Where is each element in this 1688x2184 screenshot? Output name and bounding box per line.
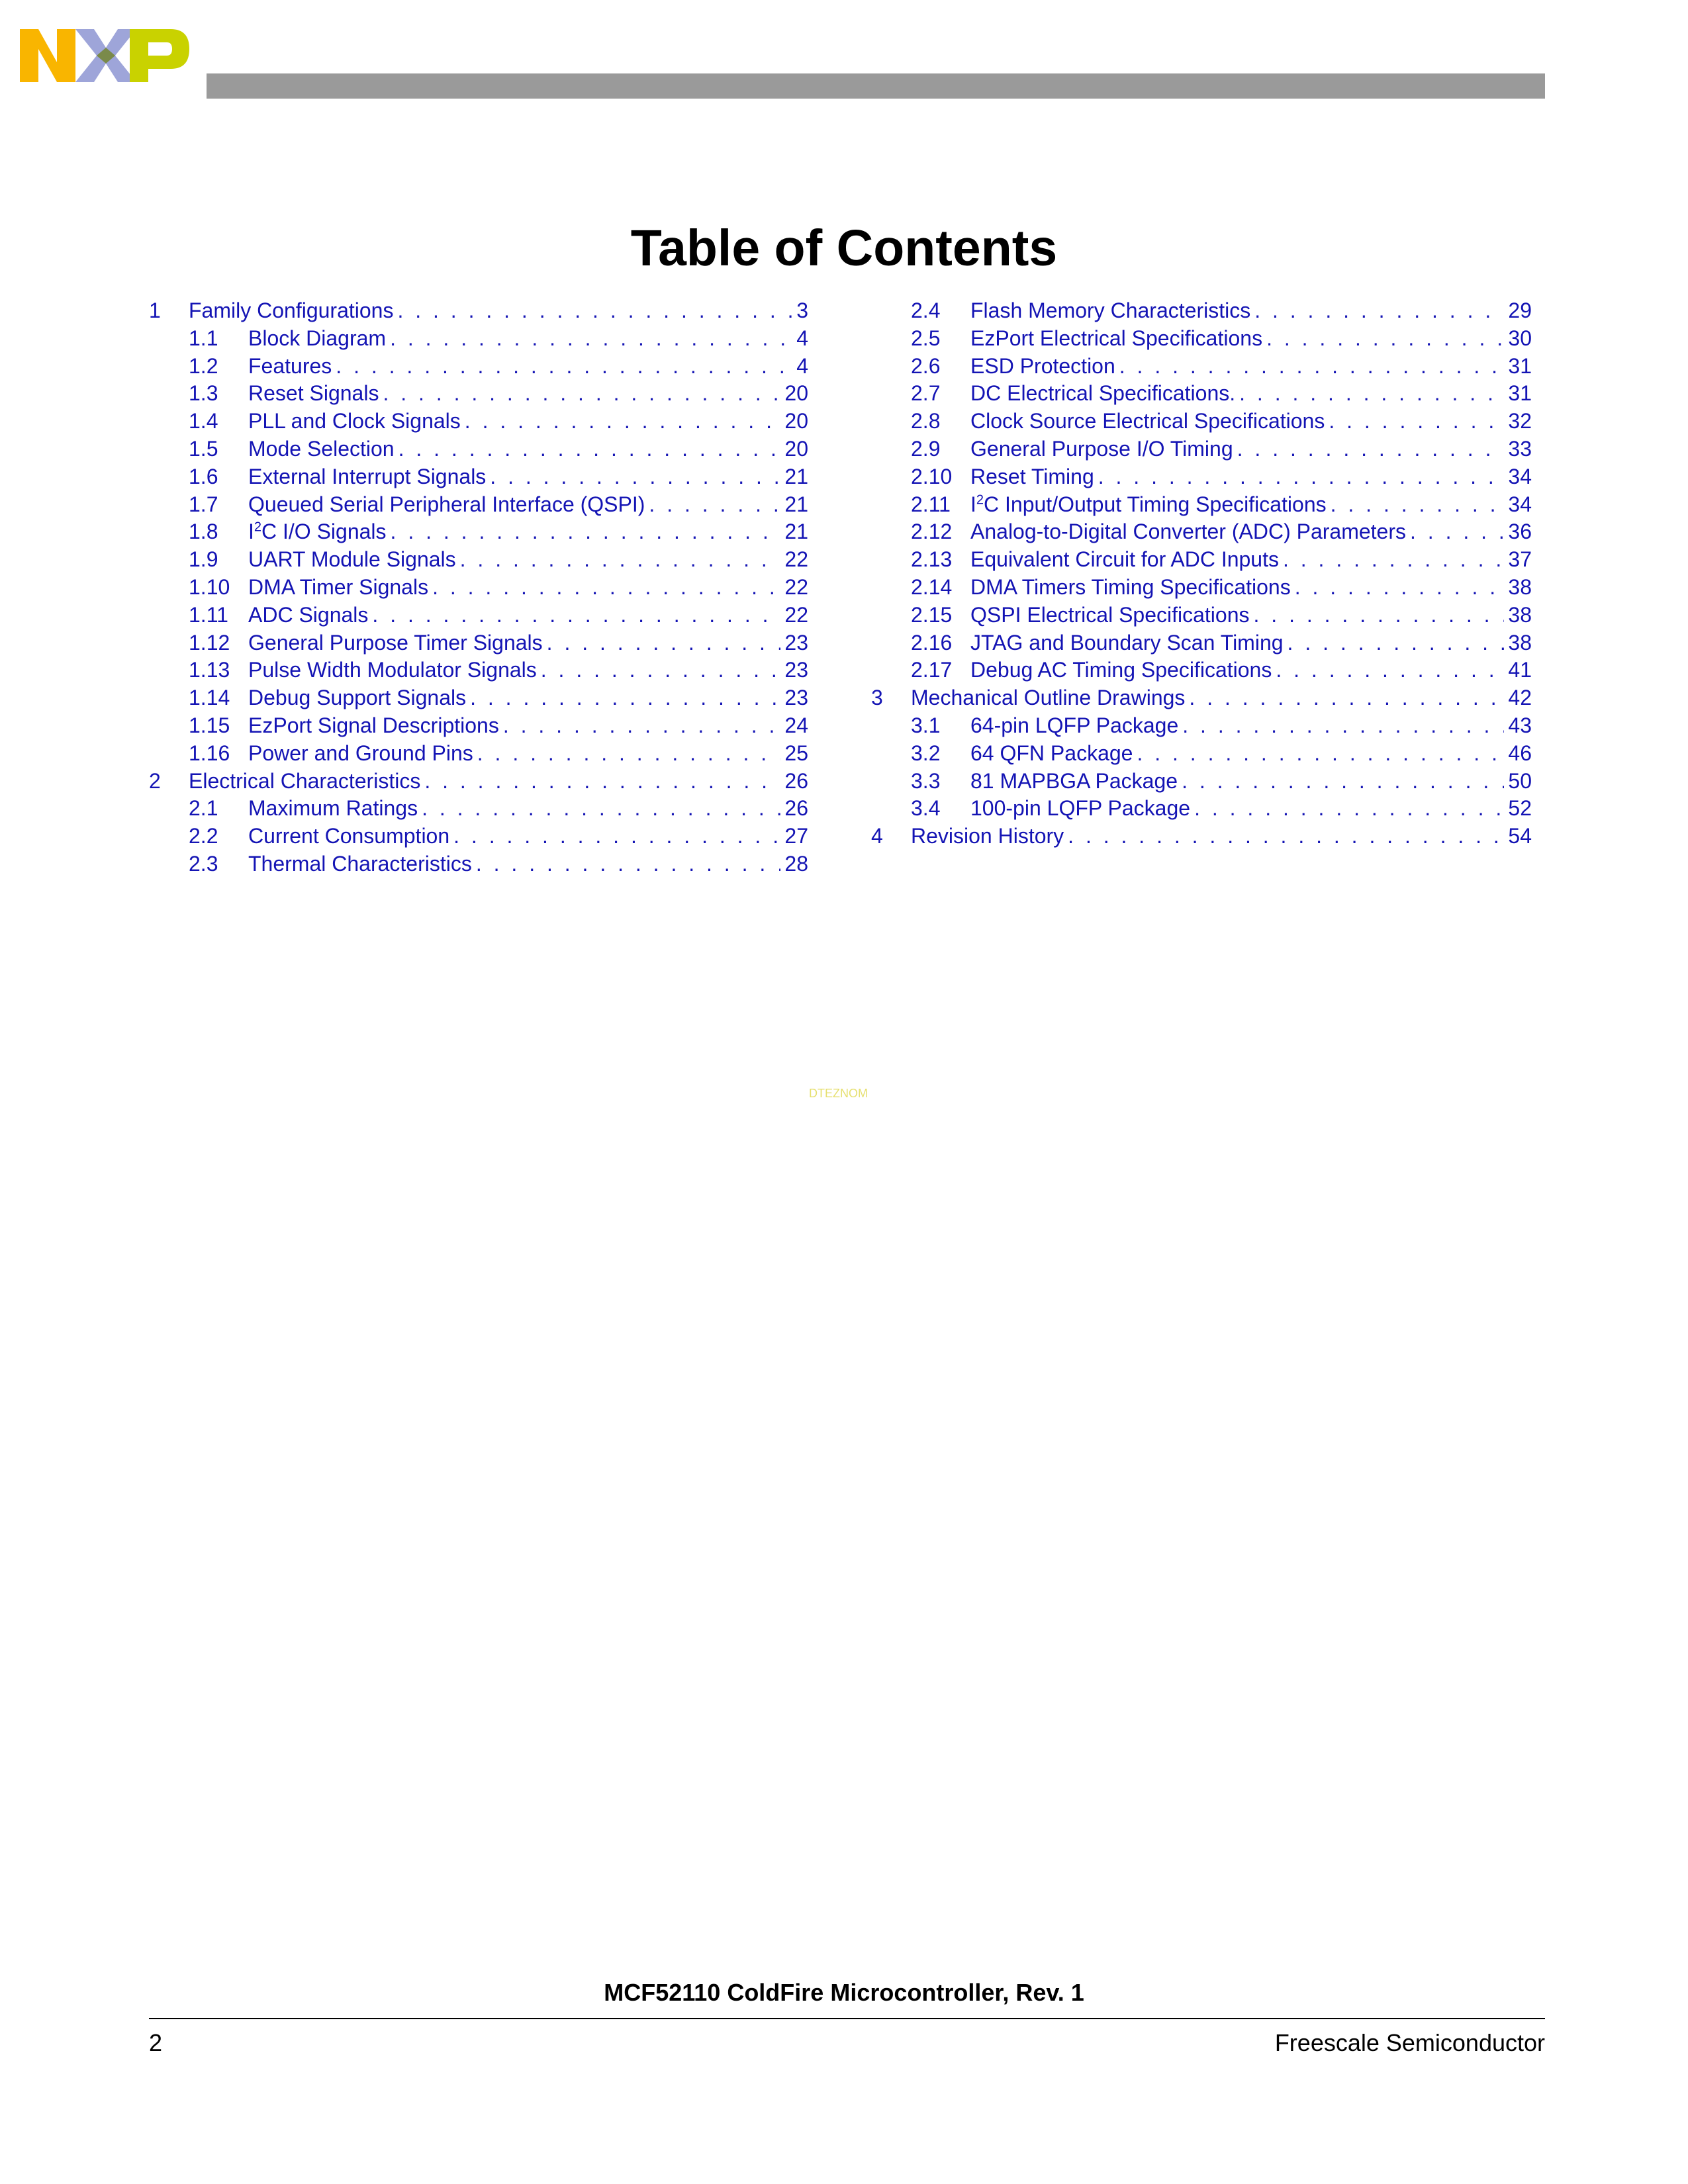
toc-entry-title: Power and Ground Pins	[248, 741, 473, 765]
toc-entry-number: 3.4	[911, 796, 941, 821]
toc-entry-page: 23	[784, 658, 808, 682]
toc-entry[interactable]	[871, 437, 1532, 465]
page-title: Table of Contents	[630, 220, 1058, 277]
footer-company: Freescale Semiconductor	[1274, 2029, 1545, 2056]
toc-entry-number: 2.15	[911, 602, 953, 627]
toc-entry-title: Reset Timing	[970, 464, 1094, 488]
toc-entry-title: DMA Timer Signals	[248, 574, 429, 599]
toc-entry-page: 21	[784, 492, 808, 516]
toc-leader-dots	[383, 381, 780, 406]
toc-entry-title: Block Diagram	[248, 326, 387, 350]
toc-entry-page: 23	[784, 630, 808, 655]
toc-column-left	[149, 298, 808, 880]
toc-leader-dots	[1182, 769, 1504, 794]
toc-entry-page: 21	[784, 520, 808, 544]
toc-entry-number: 1.3	[189, 381, 218, 406]
toc-entry[interactable]	[149, 713, 808, 741]
toc-entry-number: 2.13	[911, 547, 953, 572]
toc-entry-number: 2.12	[911, 520, 953, 544]
toc-entry-number: 4	[871, 824, 883, 848]
toc-entry-page: 38	[1508, 630, 1532, 655]
toc-entry[interactable]	[871, 713, 1532, 741]
toc-entry-number: 2.2	[189, 824, 218, 848]
toc-entry-page: 22	[784, 574, 808, 599]
toc-entry[interactable]	[871, 354, 1532, 382]
toc-entry-number: 2.6	[911, 353, 941, 378]
toc-entry-page: 20	[784, 436, 808, 461]
toc-leader-dots	[1237, 437, 1505, 461]
toc-leader-dots	[453, 824, 780, 848]
toc-leader-dots	[372, 603, 780, 627]
toc-entry-page: 28	[784, 851, 808, 876]
toc-entry-page: 46	[1508, 741, 1532, 765]
header-bar	[207, 73, 1545, 99]
toc-entry-title: JTAG and Boundary Scan Timing	[970, 630, 1284, 655]
toc-entry-page: 4	[796, 326, 808, 350]
toc-entry[interactable]	[871, 465, 1532, 492]
toc-entry-title: Electrical Characteristics	[189, 768, 421, 793]
toc-entry-number: 1.10	[189, 574, 230, 599]
toc-entry[interactable]	[149, 381, 808, 409]
toc-entry-title: External Interrupt Signals	[248, 464, 487, 488]
toc-entry[interactable]	[149, 547, 808, 575]
toc-entry-title: Revision History	[911, 824, 1064, 848]
toc-leader-dots	[1182, 713, 1504, 738]
toc-entry-number: 1.14	[189, 686, 230, 710]
toc-entry-title: Mechanical Outline Drawings	[911, 686, 1186, 710]
toc-entry[interactable]	[149, 409, 808, 437]
toc-entry[interactable]	[871, 520, 1532, 547]
toc-entry-title: ESD Protection	[970, 353, 1115, 378]
toc-entry[interactable]	[871, 686, 1532, 713]
toc-leader-dots	[649, 492, 780, 517]
toc-leader-dots	[424, 769, 780, 794]
toc-entry-title: DMA Timers Timing Specifications	[970, 574, 1291, 599]
toc-entry-number: 2	[149, 768, 161, 793]
toc-entry-number: 1.13	[189, 658, 230, 682]
toc-leader-dots	[422, 796, 780, 821]
toc-entry-page: 38	[1508, 574, 1532, 599]
toc-entry[interactable]	[149, 298, 808, 326]
toc-entry-number: 3.3	[911, 768, 941, 793]
toc-entry[interactable]	[871, 547, 1532, 575]
toc-entry-number: 1.8	[189, 520, 218, 544]
footer-page-number: 2	[149, 2029, 163, 2056]
toc-entry[interactable]	[149, 575, 808, 603]
toc-leader-dots	[541, 658, 781, 682]
toc-leader-dots	[336, 354, 792, 379]
toc-leader-dots	[477, 741, 781, 766]
toc-entry-title: Equivalent Circuit for ADC Inputs	[970, 547, 1279, 572]
toc-entry-page: 50	[1508, 768, 1532, 793]
footer-document-title: MCF52110 ColdFire Microcontroller, Rev. 1	[604, 1979, 1084, 2006]
toc-entry[interactable]	[871, 741, 1532, 769]
toc-entry-page: 22	[784, 602, 808, 627]
toc-entry[interactable]	[149, 492, 808, 520]
toc-entry-page: 20	[784, 409, 808, 433]
toc-entry-page: 32	[1508, 409, 1532, 433]
toc-leader-dots	[390, 326, 792, 351]
toc-entry-title: Family Configurations	[189, 298, 394, 322]
toc-entry-number: 3.2	[911, 741, 941, 765]
toc-leader-dots	[1331, 492, 1505, 517]
toc-entry-title: Mode Selection	[248, 436, 395, 461]
toc-entry-title: $I^2C$ Input/Output Timing Specifications	[970, 492, 1327, 516]
toc-leader-dots	[1068, 824, 1504, 848]
toc-entry-page: 41	[1508, 658, 1532, 682]
toc-entry-title: ADC Signals	[248, 602, 369, 627]
toc-entry[interactable]	[871, 492, 1532, 520]
toc-entry-number: 1.11	[189, 602, 228, 627]
toc-entry-page: 20	[784, 381, 808, 406]
toc-leader-dots	[1254, 603, 1505, 627]
toc-leader-dots	[470, 686, 780, 710]
toc-entry-title: 64 QFN Package	[970, 741, 1133, 765]
toc-entry[interactable]	[149, 354, 808, 382]
toc-entry-title: 64-pin LQFP Package	[970, 713, 1179, 737]
toc-entry-page: 33	[1508, 436, 1532, 461]
toc-entry-title: PLL and Clock Signals	[248, 409, 461, 433]
toc-entry-number: 1.1	[189, 326, 218, 350]
toc-entry-number: 2.7	[911, 381, 941, 406]
toc-entry-title: Debug Support Signals	[248, 686, 467, 710]
toc-entry-title: General Purpose I/O Timing	[970, 436, 1233, 461]
toc-entry-page: 25	[784, 741, 808, 765]
toc-entry-number: 2.9	[911, 436, 941, 461]
toc-entry-title: Features	[248, 353, 332, 378]
toc-entry[interactable]	[871, 298, 1532, 326]
toc-leader-dots	[1283, 547, 1504, 572]
toc-leader-dots	[432, 575, 780, 600]
toc-leader-dots	[1137, 741, 1504, 766]
toc-entry-title: Analog-to-Digital Converter (ADC) Parameters	[970, 520, 1406, 544]
toc-entry-page: 30	[1508, 326, 1532, 350]
toc-entry-page: 29	[1508, 298, 1532, 322]
toc-leader-dots	[476, 852, 781, 876]
toc-entry[interactable]	[149, 520, 808, 547]
watermark: DTEZNOM	[809, 1087, 868, 1100]
toc-entry-page: 31	[1508, 381, 1532, 406]
toc-leader-dots	[1410, 520, 1504, 544]
toc-leader-dots	[1295, 575, 1505, 600]
toc-entry-number: 1	[149, 298, 161, 322]
toc-entry-number: 1.16	[189, 741, 230, 765]
toc-entry-number: 2.5	[911, 326, 941, 350]
toc-entry[interactable]	[149, 741, 808, 769]
toc-entry-page: 43	[1508, 713, 1532, 737]
toc-entry-page: 52	[1508, 796, 1532, 821]
toc-entry-page: 31	[1508, 353, 1532, 378]
toc-entry-page: 26	[784, 768, 808, 793]
toc-entry[interactable]	[149, 631, 808, 659]
toc-entry-page: 26	[784, 796, 808, 821]
toc-leader-dots	[1266, 326, 1504, 351]
toc-leader-dots	[465, 409, 781, 433]
toc-entry-page: 21	[784, 464, 808, 488]
toc-entry-number: 2.16	[911, 630, 953, 655]
toc-leader-dots	[460, 547, 781, 572]
toc-entry-title: Pulse Width Modulator Signals	[248, 658, 537, 682]
toc-entry-page: 27	[784, 824, 808, 848]
toc-entry-number: 2.1	[189, 796, 218, 821]
toc-entry-title: Clock Source Electrical Specifications	[970, 409, 1325, 433]
toc-entry-title: Reset Signals	[248, 381, 379, 406]
toc-entry[interactable]	[871, 575, 1532, 603]
toc-entry-title: Maximum Ratings	[248, 796, 418, 821]
toc-leader-dots	[391, 520, 781, 544]
toc-entry-number: 1.5	[189, 436, 218, 461]
toc-leader-dots	[1288, 631, 1505, 655]
toc-entry-title: General Purpose Timer Signals	[248, 630, 543, 655]
toc-entry-number: 2.10	[911, 464, 953, 488]
toc-entry[interactable]	[149, 769, 808, 797]
footer-divider	[149, 2018, 1545, 2019]
toc-leader-dots	[1329, 409, 1504, 433]
toc-entry[interactable]	[149, 603, 808, 631]
toc-leader-dots	[399, 437, 781, 461]
toc-entry-title: 100-pin LQFP Package	[970, 796, 1191, 821]
toc-entry-number: 2.3	[189, 851, 218, 876]
toc-entry[interactable]	[149, 658, 808, 686]
toc-entry[interactable]	[871, 769, 1532, 797]
toc-entry-page: 42	[1508, 686, 1532, 710]
toc-entry-page: 24	[784, 713, 808, 737]
toc-leader-dots	[503, 713, 781, 738]
toc-leader-dots	[397, 298, 792, 323]
toc-entry-number: 1.4	[189, 409, 218, 433]
toc-entry[interactable]	[149, 796, 808, 824]
toc-entry[interactable]	[871, 603, 1532, 631]
nxp-logo	[20, 24, 189, 87]
toc-leader-dots	[1194, 796, 1504, 821]
toc-entry[interactable]	[871, 824, 1532, 852]
toc-leader-dots	[1098, 465, 1505, 489]
toc-entry-number: 3	[871, 686, 883, 710]
toc-entry-title: Flash Memory Characteristics	[970, 298, 1251, 322]
toc-entry-page: 23	[784, 686, 808, 710]
toc-entry-number: 2.17	[911, 658, 953, 682]
toc-entry-number: 1.2	[189, 353, 218, 378]
toc-entry-page: 34	[1508, 492, 1532, 516]
toc-entry[interactable]	[149, 686, 808, 713]
toc-entry[interactable]	[149, 824, 808, 852]
toc-entry[interactable]	[149, 465, 808, 492]
toc-entry-title: QSPI Electrical Specifications	[970, 602, 1250, 627]
toc-leader-dots	[1254, 298, 1504, 323]
toc-entry[interactable]	[149, 326, 808, 354]
toc-entry-title: 81 MAPBGA Package	[970, 768, 1178, 793]
toc-entry-number: 2.11	[911, 492, 951, 516]
toc-entry[interactable]	[871, 381, 1532, 409]
toc-entry[interactable]	[871, 326, 1532, 354]
toc-leader-dots	[1189, 686, 1504, 710]
toc-column-right	[871, 298, 1532, 852]
toc-leader-dots	[547, 631, 781, 655]
toc-leader-dots	[1239, 381, 1504, 406]
toc-entry-title: Thermal Characteristics	[248, 851, 472, 876]
toc-entry-title: $I^2C$ I/O Signals	[248, 520, 387, 544]
toc-leader-dots	[490, 465, 780, 489]
toc-entry-number: 2.14	[911, 574, 953, 599]
toc-entry-title: Current Consumption	[248, 824, 450, 848]
toc-entry-number: 2.8	[911, 409, 941, 433]
toc-entry-page: 38	[1508, 602, 1532, 627]
toc-entry[interactable]	[149, 437, 808, 465]
toc-entry-title: Debug AC Timing Specifications	[970, 658, 1272, 682]
toc-entry-number: 2.4	[911, 298, 941, 322]
toc-entry-page: 34	[1508, 464, 1532, 488]
toc-leader-dots	[1119, 354, 1505, 379]
toc-entry-number: 1.15	[189, 713, 230, 737]
toc-entry-number: 1.9	[189, 547, 218, 572]
toc-entry-title: UART Module Signals	[248, 547, 456, 572]
toc-entry-page: 54	[1508, 824, 1532, 848]
toc-entry-number: 1.6	[189, 464, 218, 488]
toc-entry-number: 1.12	[189, 630, 230, 655]
toc-entry-page: 4	[796, 353, 808, 378]
toc-leader-dots	[1276, 658, 1504, 682]
toc-entry-page: 37	[1508, 547, 1532, 572]
toc-entry[interactable]	[149, 852, 808, 880]
toc-entry-page: 36	[1508, 520, 1532, 544]
toc-entry-title: Queued Serial Peripheral Interface (QSPI)	[248, 492, 645, 516]
toc-entry-number: 1.7	[189, 492, 218, 516]
toc-entry[interactable]	[871, 409, 1532, 437]
toc-entry-page: 3	[796, 298, 808, 322]
toc-entry[interactable]	[871, 796, 1532, 824]
toc-entry-title: DC Electrical Specifications.	[970, 381, 1236, 406]
toc-entry[interactable]	[871, 658, 1532, 686]
toc-entry-title: EzPort Signal Descriptions	[248, 713, 499, 737]
toc-entry-page: 22	[784, 547, 808, 572]
toc-entry-number: 3.1	[911, 713, 941, 737]
toc-entry-title: EzPort Electrical Specifications	[970, 326, 1263, 350]
toc-entry[interactable]	[871, 631, 1532, 659]
